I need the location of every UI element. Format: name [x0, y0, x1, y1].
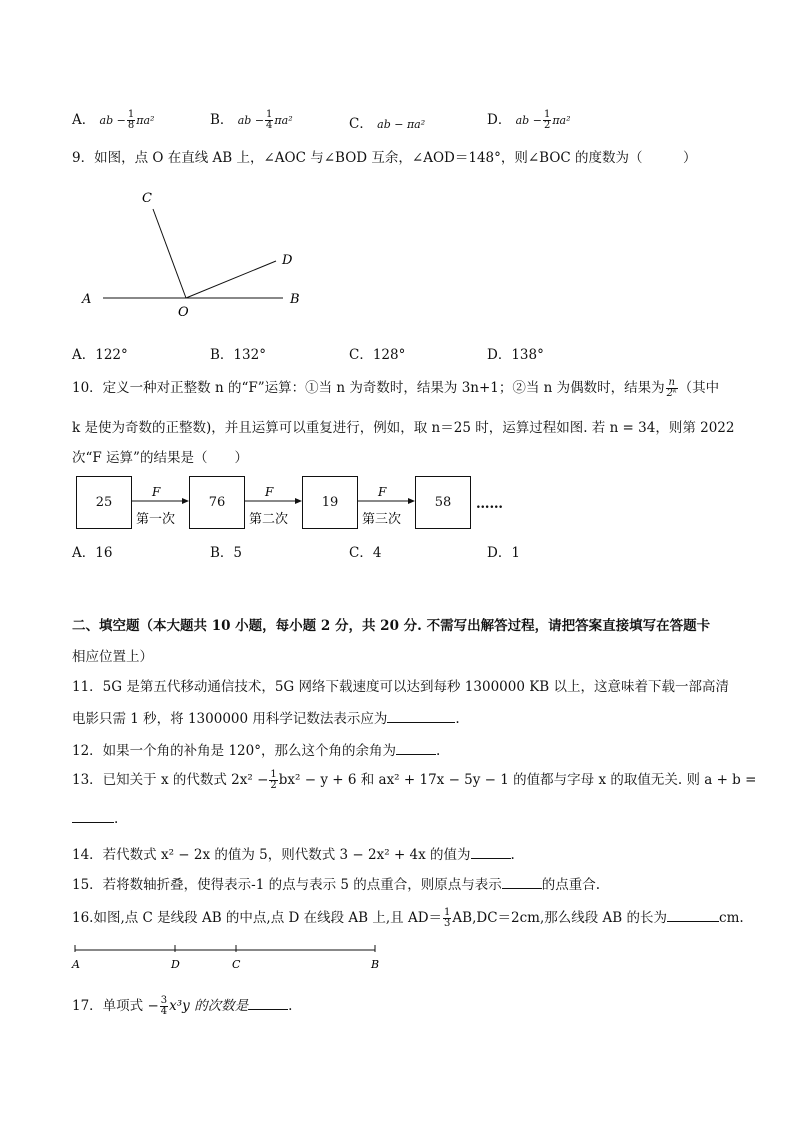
- q10-option-b: B．5: [210, 545, 243, 561]
- section2-heading-line2: 相应位置上）: [72, 649, 153, 665]
- flow-arrow-1-label: F: [152, 485, 161, 499]
- q10-line3: 次“F 运算”的结果是（ ）: [72, 450, 248, 466]
- point-b-label: B: [371, 958, 380, 971]
- point-a-label: A: [72, 958, 80, 971]
- q9-text: 9．如图，点 O 在直线 AB 上，∠AOC 与∠BOD 互余，∠AOD＝148°，则∠BOC 的度数为（ ）: [72, 150, 697, 166]
- q12-answer-blank: [396, 742, 436, 755]
- ray-od: [186, 261, 276, 298]
- q10-option-d: D．1: [487, 545, 520, 561]
- q13-answer-blank: [72, 810, 114, 823]
- q9-angle-figure: [70, 185, 330, 320]
- flow-box-2: 76: [189, 476, 245, 529]
- flow-arrows: [130, 482, 420, 528]
- section2-heading-line1: 二、填空题（本大题共 10 小题，每小题 2 分，共 20 分. 不需写出解答过程，请把答案直接填写在答题卡: [72, 618, 711, 634]
- q15-answer-blank: [502, 876, 542, 889]
- point-o-label: O: [178, 305, 189, 320]
- flow-arrow-3-label: F: [378, 485, 387, 499]
- q16-segment-figure: [70, 944, 390, 974]
- q8-option-d: D． ab − $\frac{1}{2}$ πa²: [487, 108, 571, 131]
- q9-option-b: B．132°: [210, 347, 266, 363]
- point-c-label: C: [232, 958, 241, 971]
- point-a-label: A: [82, 292, 92, 307]
- ray-oc: [153, 209, 186, 298]
- q17-answer-blank: [248, 997, 288, 1010]
- q14-line: 14．若代数式 x² − 2x 的值为 5，则代数式 3 − 2x² + 4x 的值为 .: [72, 847, 515, 863]
- q17-line: 17．单项式 − $\frac{3}{4}$ x³y 的次数是 .: [72, 994, 293, 1017]
- q11-answer-blank: [387, 710, 455, 723]
- q8-option-c: C． ab − πa²: [349, 116, 426, 132]
- flow-arrow-2-label: F: [265, 485, 274, 499]
- q11-line2: 电影只需 1 秒，将 1300000 用科学记数法表示应为 .: [72, 711, 460, 727]
- q8-option-b: B． ab − $\frac{1}{4}$ πa²: [210, 108, 293, 131]
- q8-option-a: A． ab − $\frac{1}{8}$ πa²: [72, 108, 155, 131]
- q13-answer-line: .: [72, 810, 118, 827]
- q9-option-c: C．128°: [349, 347, 406, 363]
- q10-option-a: A．16: [72, 545, 113, 561]
- q9-option-d: D．138°: [487, 347, 544, 363]
- q13-line: 13．已知关于 x 的代数式 2x² − $\frac{1}{2}$ bx² − y + 6 和 ax² + 17x − 5y − 1 的值都与字母 x 的取值无关. 则 a + b =: [72, 768, 757, 791]
- point-d-label: D: [282, 253, 293, 268]
- flow-box-1: 25: [76, 476, 132, 529]
- q16-line: 16.如图,点 C 是线段 AB 的中点,点 D 在线段 AB 上,且 AD＝ $\frac{1}{3}$ AB,DC＝2cm,那么线段 AB 的长为 cm.: [72, 906, 744, 929]
- q16-answer-blank: [667, 909, 719, 922]
- q12-line: 12．如果一个角的补角是 120°，那么这个角的余角为 .: [72, 743, 441, 759]
- q10-line1: 10．定义一种对正整数 n 的“F”运算：①当 n 为奇数时，结果为 3n+1；②当 n 为偶数时，结果为 $\frac{n}{\text{2ᵏ}}$ （其中: [72, 376, 720, 399]
- q11-line1: 11．5G 是第五代移动通信技术，5G 网络下载速度可以达到每秒 1300000 KB 以上，这意味着下载一部高清: [72, 679, 730, 695]
- point-b-label: B: [290, 292, 300, 307]
- flow-box-3: 19: [302, 476, 358, 529]
- q15-line: 15．若将数轴折叠，使得表示-1 的点与表示 5 的点重合，则原点与表示 的点重合.: [72, 877, 601, 893]
- flow-step-1: 第一次: [136, 512, 176, 527]
- q14-answer-blank: [471, 846, 511, 859]
- q9-option-a: A．122°: [72, 347, 128, 363]
- q10-option-c: C．4: [349, 545, 382, 561]
- point-c-label: C: [142, 191, 152, 206]
- flow-box-4: 58: [415, 476, 471, 529]
- flow-step-3: 第三次: [362, 512, 402, 527]
- flow-ellipsis: ……: [476, 496, 503, 512]
- point-d-label: D: [171, 958, 180, 971]
- q10-line2: k 是使为奇数的正整数)，并且运算可以重复进行，例如，取 n＝25 时，运算过程如图. 若 n = 34，则第 2022: [72, 420, 735, 436]
- flow-step-2: 第二次: [249, 512, 289, 527]
